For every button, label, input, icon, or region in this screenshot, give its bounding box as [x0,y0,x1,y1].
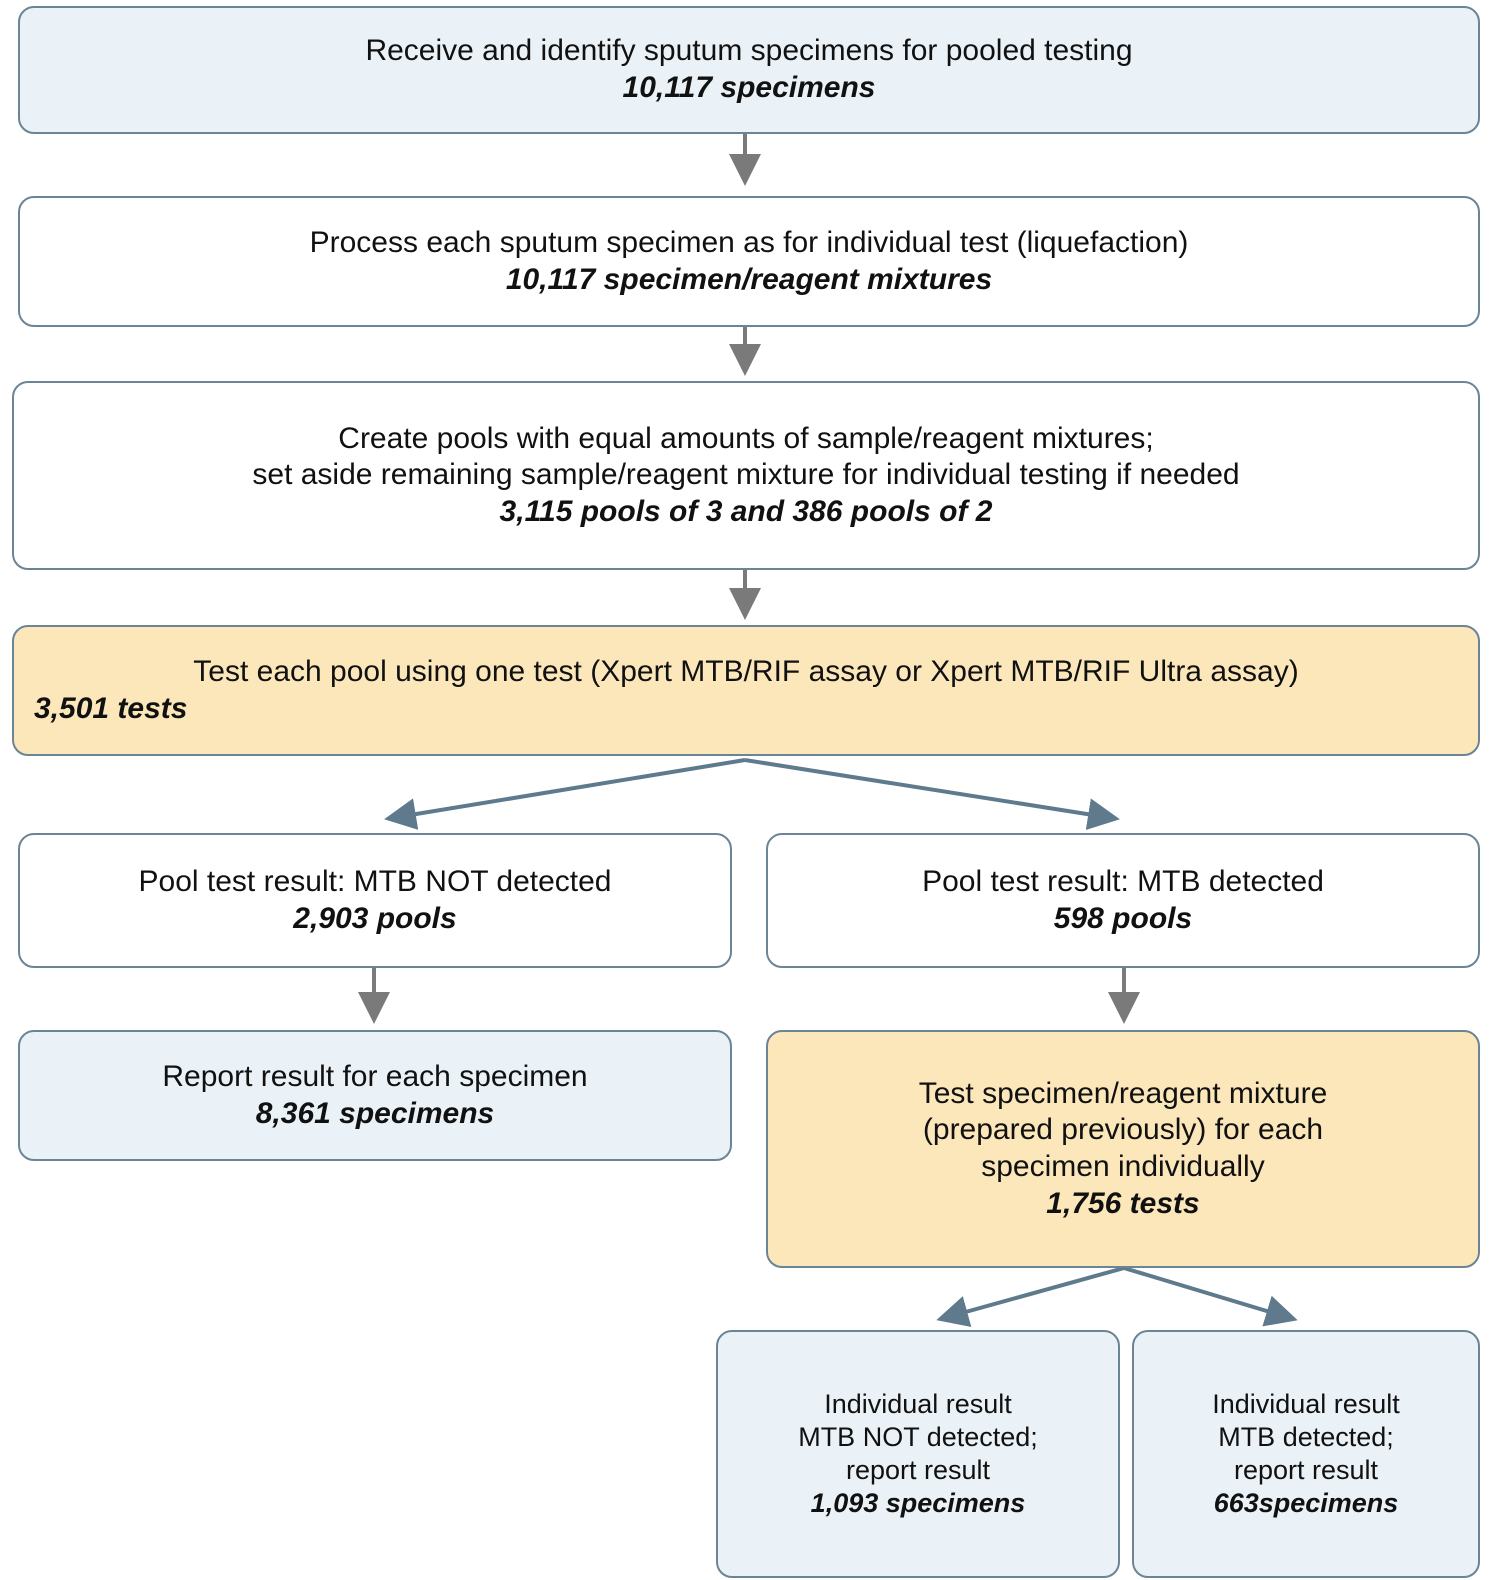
node-test-individual-title-line3: specimen individually [981,1150,1265,1183]
node-test-individual [766,1030,1480,1268]
node-report-each-title: Report result for each specimen [162,1059,588,1093]
node-create-pools-count: 3,115 pools of 3 and 386 pools of 2 [499,494,993,528]
node-process-title: Process each sputum specimen as for individual test (liquefaction) [309,225,1189,259]
node-report-each [18,1030,732,1161]
node-test-individual-title-line2: (prepared previously) for each [922,1113,1324,1147]
node-test-individual-count: 1,756 tests [1046,1186,1200,1220]
arrow-testindividual-to-individualpositive [1124,1268,1290,1318]
node-pool-positive-count: 598 pools [1053,901,1193,935]
node-individual-positive-title-line1: Individual result [1212,1389,1400,1420]
node-individual-negative-title-line1: Individual result [824,1389,1012,1420]
node-create-pools-title-line1: Create pools with equal amounts of sample/reagent mixtures; [338,421,1154,455]
node-individual-negative-title-line3: report result [845,1455,991,1485]
node-pool-negative-title: Pool test result: MTB NOT detected [138,864,612,898]
node-process-count: 10,117 specimen/reagent mixtures [505,262,993,296]
arrow-testindividual-to-individualnegative [944,1268,1124,1318]
arrow-testpool-to-poolnegative [392,760,745,818]
node-receive [18,6,1480,134]
node-individual-negative-count: 1,093 specimens [810,1487,1026,1518]
node-individual-negative-title-line2: MTB NOT detected; [798,1422,1038,1453]
node-pool-negative-count: 2,903 pools [293,901,457,935]
node-test-pool [12,625,1480,756]
node-create-pools-title-line2: set aside remaining sample/reagent mixture for individual testing if needed [252,458,1240,492]
node-receive-count: 10,117 specimens [622,71,876,104]
node-individual-positive-count: 663specimens [1213,1487,1399,1518]
node-individual-positive [1132,1330,1480,1578]
node-test-pool-title: Test each pool using one test (Xpert MTB/RIF assay or Xpert MTB/RIF Ultra assay) [193,654,1299,688]
node-individual-negative [716,1330,1120,1578]
node-report-each-count: 8,361 specimens [255,1096,495,1130]
node-create-pools [12,381,1480,570]
node-pool-negative [18,833,732,968]
node-test-pool-count: 3,501 tests [34,691,188,725]
node-pool-positive [766,833,1480,968]
node-individual-positive-title-line3: report result [1233,1455,1379,1485]
node-process [18,196,1480,327]
node-test-individual-title-line1: Test specimen/reagent mixture [918,1076,1328,1110]
arrow-testpool-to-poolpositive [745,760,1112,818]
node-receive-title: Receive and identify sputum specimens for pooled testing [365,34,1133,68]
node-individual-positive-title-line2: MTB detected; [1218,1422,1394,1453]
node-pool-positive-title: Pool test result: MTB detected [922,864,1324,898]
